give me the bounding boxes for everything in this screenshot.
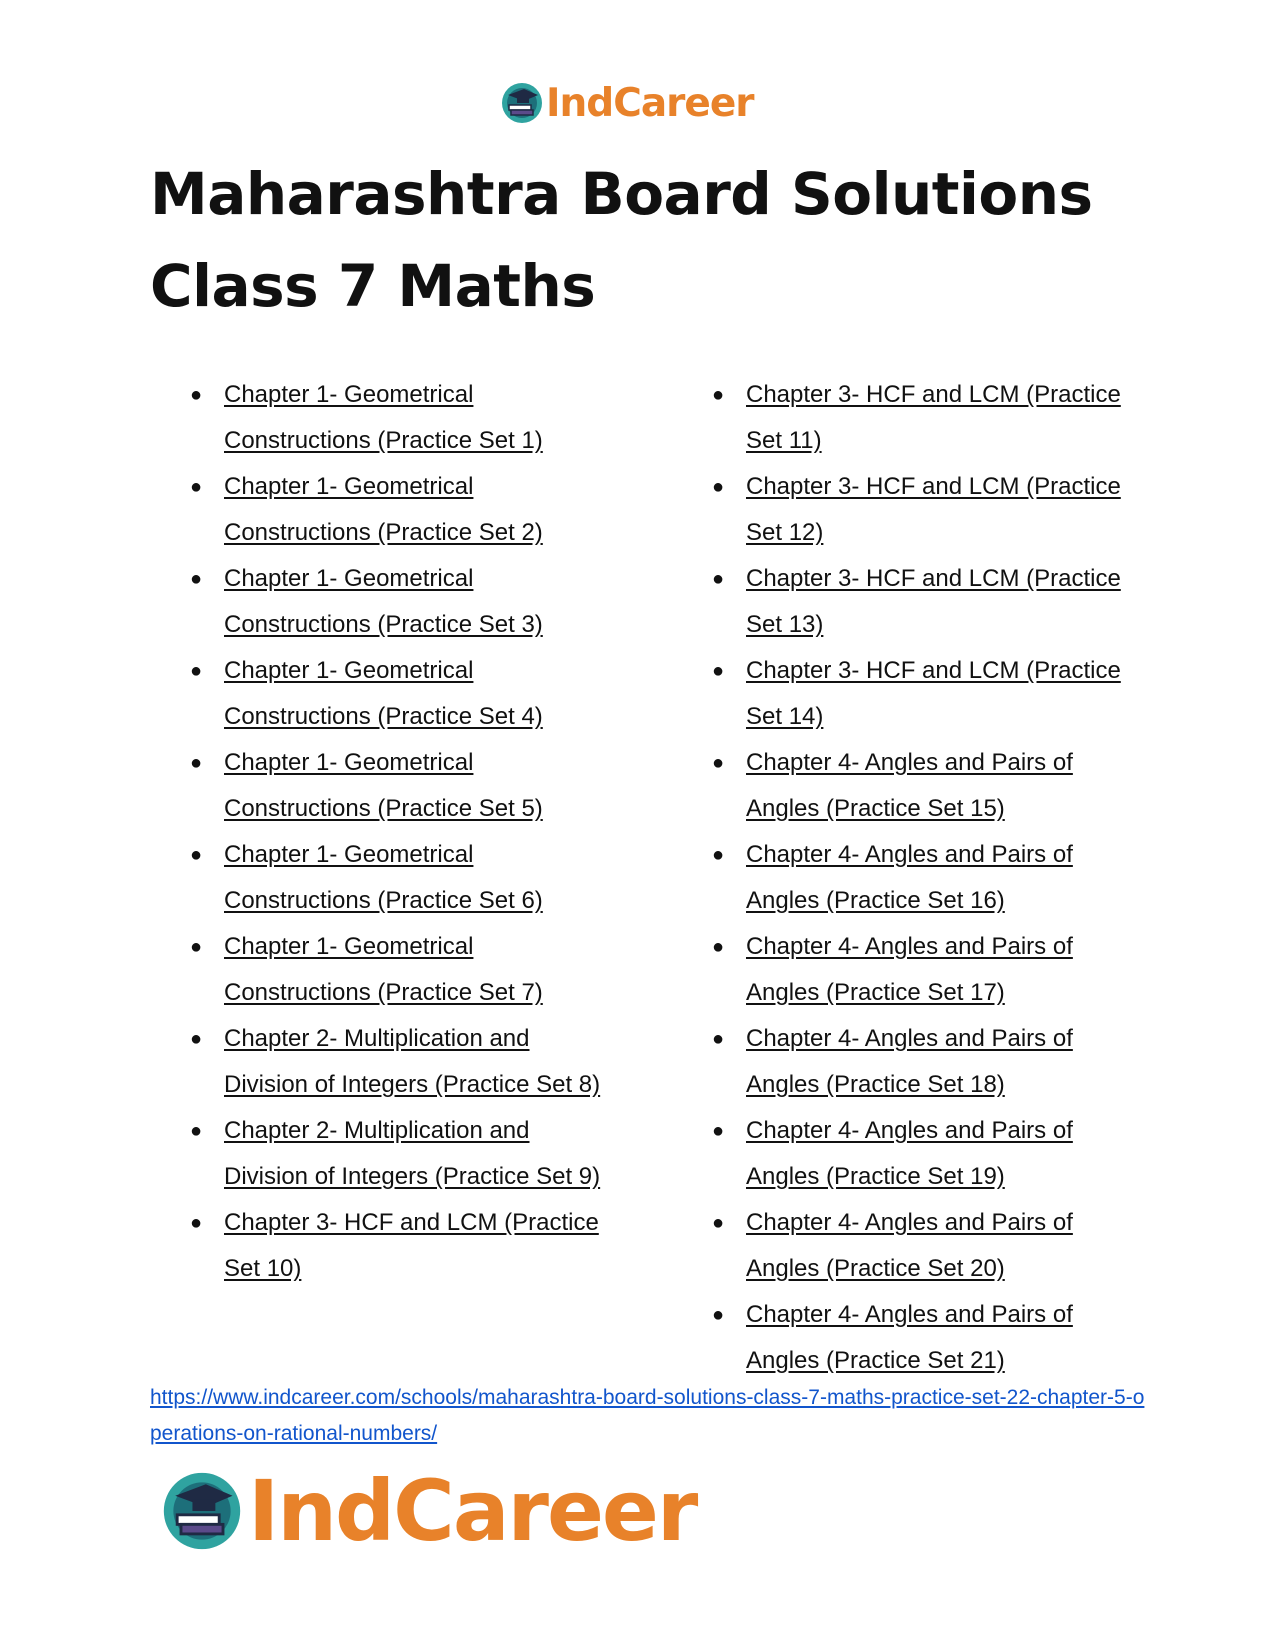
list-item	[190, 556, 610, 648]
chapter-link[interactable]: Chapter 4- Angles and Pairs of Angles (Practice Set 21)	[746, 1301, 1073, 1374]
bullet: ●	[190, 476, 203, 498]
chapter-link[interactable]: Chapter 4- Angles and Pairs of Angles (Practice Set 16)	[746, 841, 1073, 914]
logo-text: IndCareer	[546, 80, 754, 126]
bullet: ●	[190, 752, 203, 774]
chapter-link[interactable]: Chapter 1- Geometrical Constructions (Practice Set 3)	[224, 565, 543, 638]
graduation-book-icon	[160, 1469, 244, 1553]
bullet: ●	[190, 384, 203, 406]
chapter-link[interactable]: Chapter 4- Angles and Pairs of Angles (Practice Set 19)	[746, 1117, 1073, 1190]
bullet: ●	[712, 476, 725, 498]
bullet: ●	[190, 936, 203, 958]
list-item	[190, 464, 610, 556]
bullet: ●	[190, 1028, 203, 1050]
page-title: Maharashtra Board Solutions Class 7 Maths	[150, 160, 1093, 320]
chapter-link[interactable]: Chapter 1- Geometrical Constructions (Practice Set 5)	[224, 749, 543, 822]
chapter-link[interactable]: Chapter 1- Geometrical Constructions (Practice Set 2)	[224, 473, 543, 546]
bullet: ●	[190, 844, 203, 866]
chapter-link[interactable]: Chapter 3- HCF and LCM (Practice Set 12)	[746, 473, 1121, 546]
list-item	[712, 1108, 1132, 1200]
list-item	[190, 372, 610, 464]
bullet: ●	[712, 568, 725, 590]
chapter-link[interactable]: Chapter 1- Geometrical Constructions (Practice Set 6)	[224, 841, 543, 914]
bullet: ●	[190, 660, 203, 682]
bullet: ●	[712, 1304, 725, 1326]
list-item	[190, 1200, 610, 1292]
bullet: ●	[712, 1212, 725, 1234]
chapter-link[interactable]: Chapter 4- Angles and Pairs of Angles (Practice Set 17)	[746, 933, 1073, 1006]
list-item	[190, 924, 610, 1016]
bullet: ●	[712, 660, 725, 682]
list-item	[190, 648, 610, 740]
list-item	[190, 832, 610, 924]
chapter-link[interactable]: Chapter 2- Multiplication and Division of Integers (Practice Set 8)	[224, 1025, 601, 1098]
bullet: ●	[712, 1120, 725, 1142]
logo-bottom	[160, 1462, 697, 1560]
bullet: ●	[712, 384, 725, 406]
chapter-link[interactable]: Chapter 4- Angles and Pairs of Angles (Practice Set 20)	[746, 1209, 1073, 1282]
logo-text: IndCareer	[248, 1462, 697, 1560]
chapter-link[interactable]: Chapter 2- Multiplication and Division of Integers (Practice Set 9)	[224, 1117, 601, 1190]
list-item	[190, 1016, 610, 1108]
chapter-list-left	[190, 372, 610, 1292]
chapter-link[interactable]: Chapter 1- Geometrical Constructions (Practice Set 4)	[224, 657, 543, 730]
bullet: ●	[712, 936, 725, 958]
list-item	[712, 1292, 1132, 1384]
list-item	[190, 1108, 610, 1200]
list-item	[712, 924, 1132, 1016]
footer-url-link[interactable]: https://www.indcareer.com/schools/maharashtra-board-solutions-class-7-maths-practice-set-22-chapter-5-operations-on-rational-numbers/	[150, 1386, 1145, 1445]
list-item	[712, 1016, 1132, 1108]
list-item	[712, 832, 1132, 924]
bullet: ●	[190, 568, 203, 590]
bullet: ●	[712, 1028, 725, 1050]
chapter-link[interactable]: Chapter 4- Angles and Pairs of Angles (Practice Set 18)	[746, 1025, 1073, 1098]
logo-top	[500, 78, 754, 128]
bullet: ●	[712, 844, 725, 866]
list-item	[712, 556, 1132, 648]
list-item	[712, 740, 1132, 832]
list-item	[712, 372, 1132, 464]
bullet: ●	[190, 1120, 203, 1142]
chapter-link[interactable]: Chapter 3- HCF and LCM (Practice Set 10)	[224, 1209, 599, 1282]
list-item	[190, 740, 610, 832]
chapter-link[interactable]: Chapter 4- Angles and Pairs of Angles (Practice Set 15)	[746, 749, 1073, 822]
chapter-link[interactable]: Chapter 1- Geometrical Constructions (Practice Set 7)	[224, 933, 543, 1006]
chapter-link[interactable]: Chapter 1- Geometrical Constructions (Practice Set 1)	[224, 381, 543, 454]
chapter-link[interactable]: Chapter 3- HCF and LCM (Practice Set 13)	[746, 565, 1121, 638]
list-item	[712, 648, 1132, 740]
list-item	[712, 464, 1132, 556]
chapter-list-right	[712, 372, 1132, 1384]
bullet: ●	[712, 752, 725, 774]
chapter-link[interactable]: Chapter 3- HCF and LCM (Practice Set 14)	[746, 657, 1121, 730]
graduation-book-icon	[500, 81, 544, 125]
chapter-link[interactable]: Chapter 3- HCF and LCM (Practice Set 11)	[746, 381, 1121, 454]
bullet: ●	[190, 1212, 203, 1234]
list-item	[712, 1200, 1132, 1292]
